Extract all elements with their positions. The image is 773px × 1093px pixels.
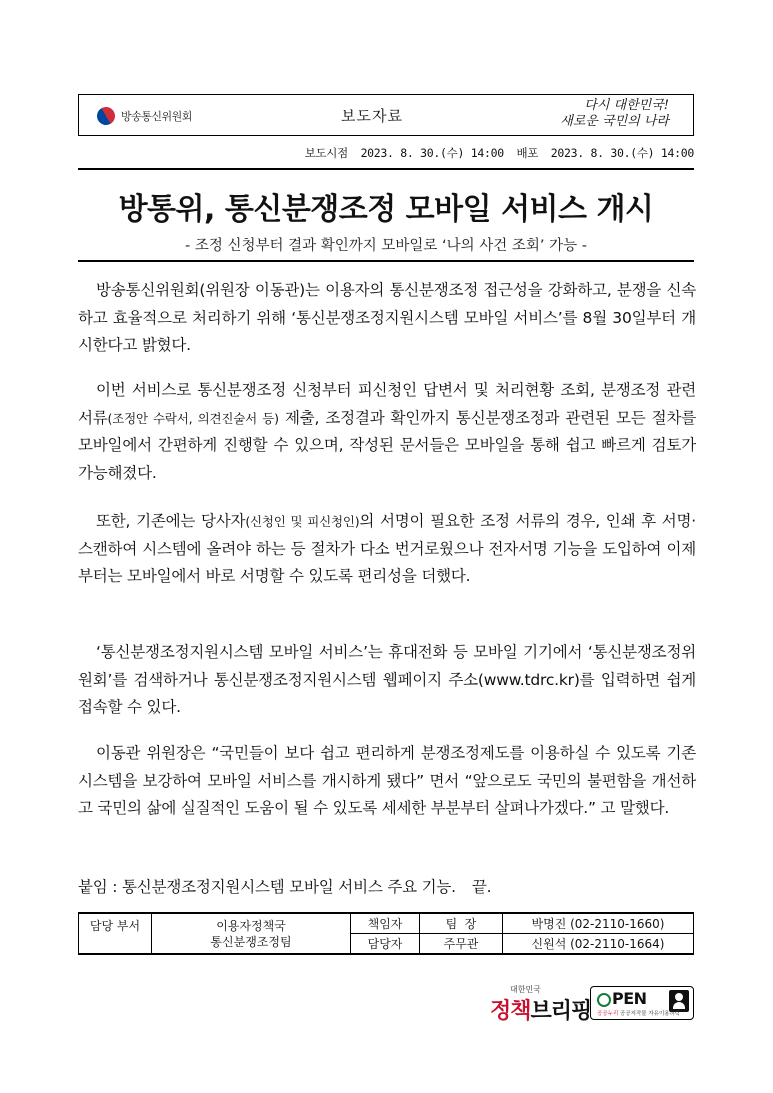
paragraph-2-text-a: 이번 서비스로 통신분쟁조정 신청부터 피신청인 답변서 및 처리현황 조회, 분쟁조정 관련 서류 [78,381,696,427]
briefing-name [490,994,591,1025]
report-time-value: 2023. 8. 30.(수) 14:00 [360,146,504,160]
paragraph-3-note: (신청인 및 피신청인) [245,514,360,529]
paragraph-5: 이동관 위원장은 “국민들이 보다 쉽고 편리하게 분쟁조정제도를 이용하실 수 있도록 기존 시스템을 보강하여 모바일 서비스를 개시하게 됐다” 면서 “앞으로도 국민의 불편함을 개선하고 국민의 삶에 실질적인 도움이 될 수 있도록 세세한 부분부터 살펴나가겠다.” 고 말했다. [78,744,696,817]
dept-label-cell: 담당 부서 [79,913,152,954]
paragraph-3-text-b: 의 서명이 필요한 조정 서류의 경우, 인쇄 후 서명·스캔하여 시스템에 올려야 하는 등 절차가 다소 번거로웠으나 전자서명 기능을 도입하여 이제부터는 모바일에서 바로 서명할 수 있도록 편리성을 더했다. [78,512,697,585]
title-cell: 팀 장 [420,913,503,934]
page-subtitle: - 조정 신청부터 결과 확인까지 모바일로 ‘나의 사건 조회’ 가능 - [185,238,587,254]
paragraph-3-text-a: 또한, 기존에는 당사자 [96,512,246,530]
open-caption-1: 공공누리 [597,1011,619,1017]
person-cell: 박명진 (02-2110-1660) [503,913,694,934]
title-box [78,168,694,262]
paragraph-2-note: (조정안 수락서, 의견진술서 등) [107,410,279,426]
open-wordmark [597,989,647,1008]
kogl-open-badge [590,986,694,1020]
org-name: 방송통신위원회 [121,110,192,123]
release-value: 2023. 8. 30.(수) 14:00 [550,146,694,160]
paragraph-3 [78,508,696,591]
attachment-line [78,875,491,897]
role-cell: 책임자 [351,913,420,934]
attachment-text: 붙임 : 통신분쟁조정지원시스템 모바일 서비스 주요 기능. [78,878,456,896]
document-type: 보도자료 [341,107,403,125]
paragraph-2-text-b: 제출, 조정결과 확인까지 통신분쟁조정과 관련된 모든 절차를 모바일에서 간편하게 진행할 수 있으며, 작성된 문서들은 모바일을 통해 쉽고 빠르게 검토가 가능해졌다. [78,408,696,482]
policy-briefing-logo [490,984,590,1024]
slogan-line-2: 새로운 국민의 나라 [560,114,669,129]
header-box [78,94,694,136]
taegeuk-icon [94,104,119,129]
open-caption-2: 공공저작물 자유이용허락 [618,1011,681,1017]
report-time-label: 보도시점 [304,146,348,160]
contact-table [78,912,694,955]
release-dates [299,145,694,161]
paragraph-1: 방송통신위원회(위원장 이동관)는 이용자의 통신분쟁조정 접근성을 강화하고, 분쟁을 신속하고 효율적으로 처리하기 위해 ‘통신분쟁조정지원시스템 모바일 서비스’를 8월 30일부터 개시한다고 밝혔다. [78,281,696,354]
contact-row [79,913,694,934]
paragraph-2 [78,377,696,487]
role-cell: 담당자 [351,934,420,955]
page-title: 방통위, 통신분쟁조정 모바일 서비스 개시 [118,192,654,227]
government-slogan [539,98,669,130]
org-logo [97,105,192,127]
title-cell: 주무관 [420,934,503,955]
person-cell: 신원석 (02-2110-1664) [503,934,694,955]
open-caption [597,1009,680,1017]
dept-name-cell [152,913,351,954]
release-label: 배포 [516,146,539,160]
briefing-country: 대한민국 [510,985,541,994]
dept-line-1: 이용자정책국 [216,918,286,933]
open-o-icon [597,993,611,1007]
paragraph-4: ‘통신분쟁조정지원시스템 모바일 서비스’는 휴대전화 등 모바일 기기에서 ‘통신분쟁조정위원회’를 검색하거나 통신분쟁조정지원시스템 웹페이지 주소(www.tdrc.kr)를 입력하면 쉽게 접속할 수 있다. [78,643,696,716]
briefing-name-1: 정책 [490,999,531,1024]
dept-line-2: 통신분쟁조정팀 [210,934,292,949]
end-mark: 끝. [471,878,492,896]
open-text: PEN [612,989,647,1008]
slogan-line-1: 다시 대한민국! [584,98,669,113]
briefing-name-2: 브리핑 [530,999,592,1024]
